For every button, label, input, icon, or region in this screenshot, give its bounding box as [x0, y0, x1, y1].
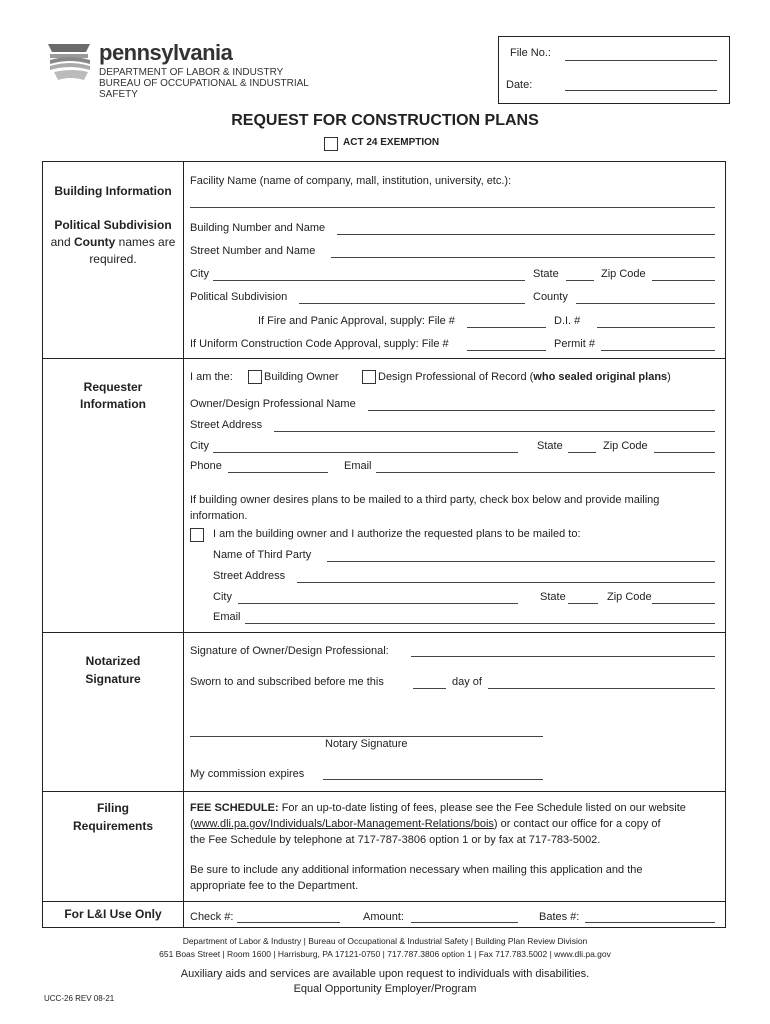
tp-state-field[interactable] [568, 603, 598, 604]
designer-option-close: ) [667, 371, 671, 383]
designer-option-label: Design Professional of Record ( [378, 371, 534, 383]
signature-label: Signature of Owner/Design Professional: [190, 645, 389, 657]
designer-checkbox[interactable] [362, 370, 376, 384]
authorize-label: I am the building owner and I authorize the requested plans to be mailed to: [213, 528, 581, 540]
aux-line-2: Equal Opportunity Employer/Program [293, 983, 477, 995]
designer-option [378, 371, 671, 383]
sep-building [42, 358, 726, 359]
owner-name-field[interactable] [368, 410, 715, 411]
fee-schedule-text [190, 800, 720, 848]
tp-name-label: Name of Third Party [213, 549, 312, 561]
req-state-label: State [537, 440, 563, 452]
phone-label: Phone [190, 460, 222, 472]
tp-zip-field[interactable] [652, 603, 715, 604]
check-label: Check #: [190, 911, 234, 923]
city-field[interactable] [213, 280, 525, 281]
note-polsub: Political Subdivision [54, 218, 172, 232]
county-label: County [533, 291, 568, 303]
tp-state-label: State [540, 591, 566, 603]
note-county: County [74, 235, 116, 249]
column-divider [183, 161, 184, 928]
notary-title-2: Signature [85, 672, 141, 686]
city-label: City [190, 268, 209, 280]
sep-notary [42, 791, 726, 792]
tp-name-field[interactable] [327, 561, 715, 562]
fee-open-paren: ( [190, 818, 194, 830]
tp-zip-label: Zip Code [607, 591, 652, 603]
form-id: UCC-26 REV 08-21 [44, 994, 115, 1003]
footer-line-2: 651 Boas Street | Room 1600 | Harrisburg, PA 17121-0750 | 717.787.3806 option 1 | Fax 717.783.5002 | www.dli.pa.gov [159, 949, 611, 959]
date-field[interactable] [565, 90, 717, 91]
permit-field[interactable] [601, 350, 715, 351]
footer-line-1: Department of Labor & Industry | Bureau of Occupational & Industrial Safety | Building Plan Review Division [182, 936, 588, 946]
dayof-label: day of [452, 676, 482, 688]
county-field[interactable] [576, 303, 715, 304]
street-field[interactable] [331, 257, 715, 258]
notary-signature-field[interactable] [190, 736, 543, 737]
file-box [498, 36, 730, 104]
state-label: State [533, 268, 559, 280]
polsub-label: Political Subdivision [190, 291, 288, 303]
street-label: Street Number and Name [190, 245, 316, 257]
commission-field[interactable] [323, 779, 543, 780]
date-label: Date: [506, 79, 533, 91]
zip-field[interactable] [652, 280, 715, 281]
tp-street-field[interactable] [297, 582, 715, 583]
state-field[interactable] [566, 280, 594, 281]
keystone-logo-icon [44, 42, 94, 92]
sworn-label: Sworn to and subscribed before me this [190, 676, 384, 688]
req-zip-field[interactable] [654, 452, 715, 453]
di-label: D.I. # [554, 315, 581, 327]
ucc-file-field[interactable] [467, 350, 546, 351]
tp-city-field[interactable] [238, 603, 518, 604]
facility-label: Facility Name (name of company, mall, institution, university, etc.): [190, 175, 512, 187]
amount-label: Amount: [363, 911, 404, 923]
owner-checkbox[interactable] [248, 370, 262, 384]
dept-name: DEPARTMENT OF LABOR & INDUSTRY [99, 67, 284, 78]
amount-field[interactable] [411, 922, 518, 923]
req-state-field[interactable] [568, 452, 596, 453]
fee-schedule-bold: FEE SCHEDULE: [190, 802, 279, 814]
filing-title-1: Filing [97, 801, 129, 815]
tp-street-label: Street Address [213, 570, 286, 582]
building-note [44, 217, 182, 268]
permit-label: Permit # [554, 338, 595, 350]
bates-label: Bates #: [539, 911, 580, 923]
note-rest: names are required. [89, 235, 176, 266]
requester-title-2: Information [80, 397, 146, 411]
ucc-label: If Uniform Construction Code Approval, supply: File # [190, 338, 449, 350]
tp-email-field[interactable] [245, 623, 715, 624]
building-section-title: Building Information [54, 184, 172, 198]
req-city-label: City [190, 440, 209, 452]
req-street-label: Street Address [190, 419, 263, 431]
di-field[interactable] [597, 327, 715, 328]
bates-field[interactable] [585, 922, 715, 923]
req-street-field[interactable] [274, 431, 715, 432]
commission-label: My commission expires [190, 768, 305, 780]
polsub-field[interactable] [299, 303, 525, 304]
fire-label: If Fire and Panic Approval, supply: File # [258, 315, 455, 327]
facility-field[interactable] [190, 207, 715, 208]
logo-wordmark: pennsylvania [99, 40, 233, 65]
email-field[interactable] [376, 472, 715, 473]
fire-file-field[interactable] [467, 327, 546, 328]
zip-label: Zip Code [601, 268, 646, 280]
signature-field[interactable] [411, 656, 715, 657]
iam-label: I am the: [190, 371, 233, 383]
page-title: REQUEST FOR CONSTRUCTION PLANS [231, 112, 539, 129]
filing-title-2: Requirements [72, 819, 154, 833]
owner-option-label: Building Owner [264, 371, 339, 383]
li-use-title: For L&I Use Only [64, 907, 162, 921]
check-field[interactable] [237, 922, 340, 923]
sworn-day-field[interactable] [413, 688, 446, 689]
fee-website-link[interactable]: www.dli.pa.gov/Individuals/Labor-Management-Relations/bois [193, 818, 494, 830]
act24-label: ACT 24 EXEMPTION [343, 137, 440, 148]
include-text [190, 862, 720, 894]
tp-city-label: City [213, 591, 232, 603]
owner-name-label: Owner/Design Professional Name [190, 398, 356, 410]
email-label: Email [344, 460, 372, 472]
pa-logo [44, 40, 344, 100]
phone-field[interactable] [228, 472, 328, 473]
building-number-label: Building Number and Name [190, 222, 326, 234]
fee-text-3: the Fee Schedule by telephone at 717-787-3806 option 1 or by fax at 717-783-5002. [190, 834, 601, 846]
include-line-1: Be sure to include any additional information necessary when mailing this application and the [190, 864, 643, 876]
include-line-2: appropriate fee to the Department. [190, 880, 359, 892]
req-zip-label: Zip Code [603, 440, 648, 452]
file-no-field[interactable] [565, 60, 717, 61]
authorize-checkbox[interactable] [190, 528, 204, 542]
bureau-name: BUREAU OF OCCUPATIONAL & INDUSTRIAL SAFETY [99, 78, 309, 100]
designer-option-bold: who sealed original plans [533, 371, 668, 383]
act24-checkbox[interactable] [324, 137, 338, 151]
aux-line-1: Auxiliary aids and services are available upon request to individuals with disabilities. [180, 968, 590, 980]
building-number-field[interactable] [337, 234, 715, 235]
requester-title-1: Requester [83, 380, 143, 394]
sep-filing [42, 901, 726, 902]
fee-text-2: ) or contact our office for a copy of [493, 818, 661, 830]
notary-signature-label: Notary Signature [325, 738, 408, 750]
note-and: and [50, 235, 71, 249]
req-city-field[interactable] [213, 452, 518, 453]
sworn-month-field[interactable] [488, 688, 715, 689]
third-party-note: If building owner desires plans to be mailed to a third party, check box below and provide mailing information. [190, 494, 660, 522]
fee-text-1: For an up-to-date listing of fees, please see the Fee Schedule listed on our website [281, 802, 686, 814]
sep-requester [42, 632, 726, 633]
tp-email-label: Email [213, 611, 241, 623]
notary-title-1: Notarized [85, 654, 141, 668]
file-no-label: File No.: [510, 47, 551, 59]
